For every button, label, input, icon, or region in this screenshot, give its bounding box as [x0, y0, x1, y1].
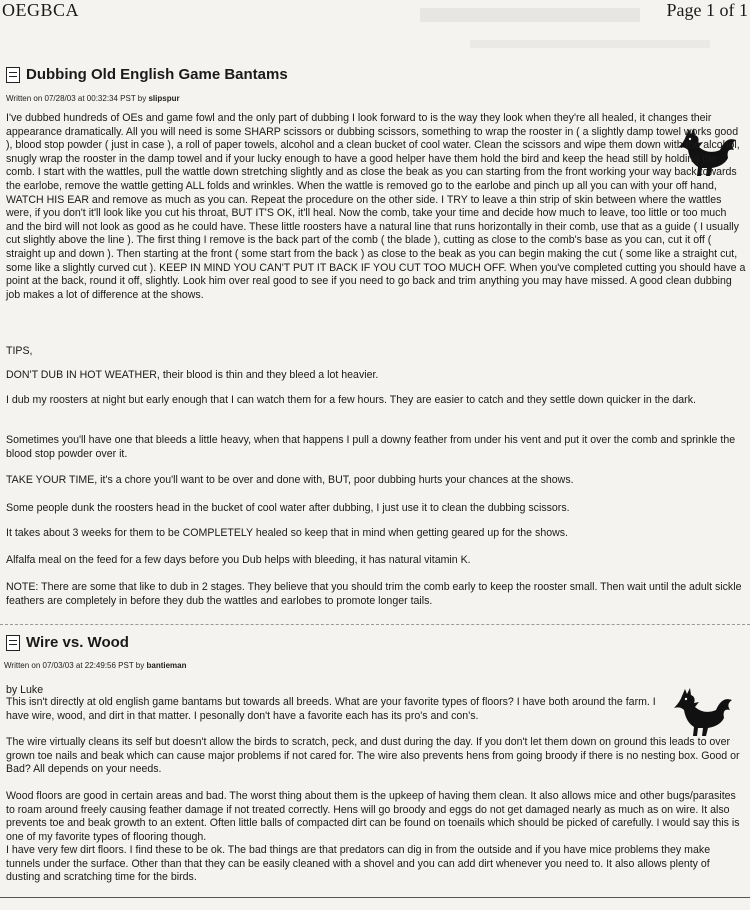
post-icon: [6, 67, 20, 83]
bleed-through: [470, 40, 710, 48]
post-paragraph: Some people dunk the roosters head in the bucket of cool water after dubbing, I just use it to clean the dubbing scissors.: [6, 502, 570, 514]
post-paragraph: Alfalfa meal on the feed for a few days before you Dub helps with bleeding, it has natural vitamin K.: [6, 554, 471, 566]
post-paragraph: NOTE: There are some that like to dub in 2 stages. They believe that you should trim the comb early to keep the rooster small. Then wait until the adult sickle feathers are completely in before they dub the wattles and earlobes to promote longer tails.: [6, 581, 742, 607]
post-paragraph: TIPS,: [6, 345, 33, 357]
post-title-text: Wire vs. Wood: [26, 634, 129, 651]
post-meta: [6, 94, 180, 103]
post-icon: [6, 635, 20, 651]
post-author[interactable]: slipspur: [148, 94, 180, 103]
post-paragraph: This isn't directly at old english game bantams but towards all breeds. What are your favorite types of floors? I have both around the farm. I have wire, wood, and dirt in that matter. I pesonally don't have a favorite each has its pro's and con's.: [6, 696, 656, 722]
post-paragraph: Wood floors are good in certain areas and bad. The worst thing about them is the upkeep of having them clean. It also allows mice and other bugs/parasites to roam around freely causing feather damage if not treated correctly. Hens will go broody and eggs do not get damaged nearly as much as on wire. It also prevents toe and beak growth to an extent. Often little balls of compacted dirt can be found on toenails which should be picked of carefully. I would say this is one of my favorite types of flooring though.: [6, 790, 740, 843]
rooster-icon: [668, 686, 734, 738]
post-paragraph: DON'T DUB IN HOT WEATHER, their blood is thin and they bleed a lot heavier.: [6, 369, 379, 381]
post-title[interactable]: [6, 634, 129, 651]
post-paragraph: It takes about 3 weeks for them to be COMPLETELY healed so keep that in mind when getting geared up for the shows.: [6, 527, 568, 539]
post-meta-date: Written on 07/28/03 at 00:32:34 PST by: [6, 94, 147, 103]
post-paragraph: I have very few dirt floors. I find these to be ok. The bad things are that predators can dig in from the outside and if you have mice problems they make tunnels under the surface. Other than that they can be easily cleaned with a shovel and you can add dirt whenever you need to. It also allows plenty of dusting and scratching time for the birds.: [6, 844, 711, 884]
post-byline: by Luke: [6, 684, 44, 696]
post-meta: [4, 661, 187, 670]
post-paragraph: I dub my roosters at night but early enough that I can watch them for a few hours. They are easier to catch and they settle down quicker in the dark.: [6, 394, 696, 406]
post-paragraph: TAKE YOUR TIME, it's a chore you'll want to be over and done with, BUT, poor dubbing hurts your chances at the shows.: [6, 474, 574, 486]
post-paragraph: Sometimes you'll have one that bleeds a little heavy, when that happens I pull a downy feather from under his vent and put it over the comb and sprinkle the blood stop powder over it.: [6, 434, 736, 460]
post-paragraph: I've dubbed hundreds of OEs and game fowl and the only part of dubbing I look forward to is the way they look when they're all healed, it changes their appearance dramatically. All you will need is some SHARP scissors or dubbing scissors, something to wrap the rooster in ( a slightly damp towel works good ), blood stop powder ( just in case ), a roll of paper towels, alcohol and a clean bucket of cool water. Clean the scissors and wipe them down with the alcohol, snugly wrap the rooster in the damp towel and if your lucky enough to have a good helper have them hold the bird and keep the head still by holding the comb. I start with the wattles, pull the wattle down stretching slightly and as close the beak as you can starting from the front working your way back towards the earlobe, remove the wattle getting ALL folds and wrinkles. When the wattle is removed go to the earlobe and pinch up all you can with your off hand, WATCH HIS EAR and remove as much as you can. Repeat the procedure on the other side. I TRY to leave a thin strip of skin between where the wattles were, if you don't it'll look like you cut his throat, BUT IT'S OK, it'll heal. Now the comb, take your time and decide how much to leave, too little or too much and the bird will not look as good as he could have. These little roosters have a natural line that runs horizontally in their comb, use that as a guide ( I usually cut slightly above the line ). The first thing I remove is the back part of the comb ( the blade ), cutting as close to the comb's base as you can, cut it off ( straight up and down ). Then starting at the front ( some start from the back ) as close to the beak as you can begin making the cut ( some like a straight cut, some like a slightly curved cut ). KEEP IN MIND YOU CAN'T PUT IT BACK IF YOU CUT TOO MUCH OFF. When you've completed cutting you should have a point at the back, round it off, slightly. Look him over real good to see if you need to go back and trim anything you may have missed. A good clean dubbing job makes a lot of difference at the shows.: [6, 112, 746, 301]
post-paragraph: The wire virtually cleans its self but doesn't allow the birds to scratch, peck, and dust during the day. If you don't let them down on ground this leads to over grown toe nails and beak which can cause major problems if not cared for. The wire also prevents hens from going broody if there is no nesting box. Good or Bad? All depends on your needs.: [6, 736, 740, 776]
post-meta-date: Written on 07/03/03 at 22:49:56 PST by: [4, 661, 145, 670]
post-author[interactable]: bantieman: [146, 661, 187, 670]
post-title[interactable]: [6, 66, 288, 83]
post-divider: [0, 624, 750, 625]
bleed-through: [420, 8, 640, 22]
post-title-text: Dubbing Old English Game Bantams: [26, 66, 288, 83]
header-site-name: OEGBCA: [2, 0, 80, 20]
header-page-number: Page 1 of 1: [666, 0, 748, 20]
page-bottom-rule: [0, 897, 750, 898]
